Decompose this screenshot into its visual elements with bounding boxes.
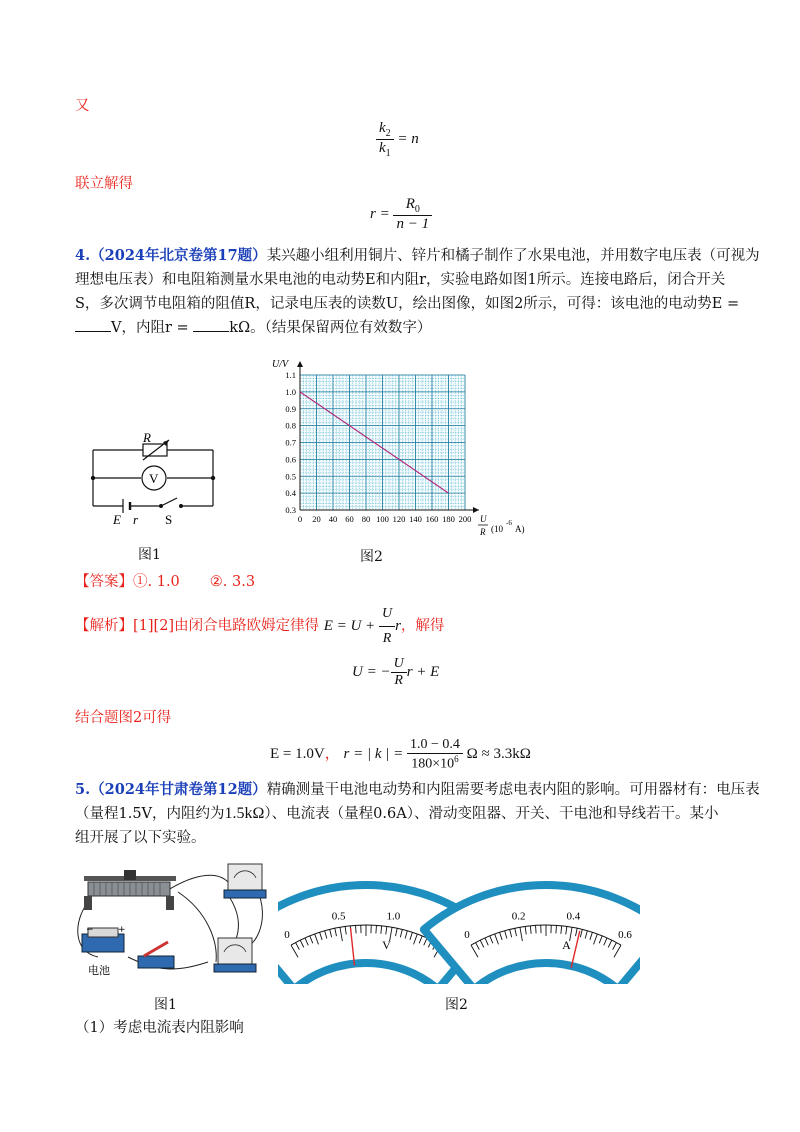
chart-ylabel: U/V — [272, 359, 289, 370]
y-axis-arrow — [297, 361, 303, 367]
internal-r-label: r — [133, 512, 139, 527]
battery-label: 电池 — [88, 964, 110, 977]
x-tick-label: 80 — [361, 514, 371, 524]
x-axis-arrow — [473, 507, 479, 513]
meter-tick — [376, 925, 377, 933]
voltmeter-label: V — [149, 471, 159, 486]
y-tick-label: 0.9 — [285, 403, 296, 414]
intro-you: 又 — [75, 98, 90, 114]
y-tick-label: 0.7 — [285, 437, 296, 448]
y-tick-label: 0.6 — [285, 454, 296, 465]
answer-blank-r — [193, 317, 229, 332]
equation-r: r = $\frac{R_0}{n - 1}$ — [370, 196, 432, 233]
meter-tick-label: 0.2 — [511, 910, 526, 923]
q5-fig1-caption: 图1 — [154, 997, 177, 1013]
answer-blank-e — [75, 317, 111, 332]
y-tick-label: 1.0 — [285, 386, 296, 397]
x-tick-label: 160 — [425, 514, 439, 524]
svg-text:+: + — [118, 925, 126, 935]
meter-top — [224, 864, 266, 898]
meter-tick-label: 0 — [284, 929, 290, 942]
x-tick-label: 120 — [392, 514, 406, 524]
chart-grid — [300, 375, 465, 510]
x-tick-label: 0 — [297, 514, 303, 524]
x-tick-label: 20 — [312, 514, 321, 524]
meter-face — [424, 885, 640, 984]
y-tick-label: 0.5 — [285, 471, 296, 482]
y-tick-label: 0.8 — [285, 420, 296, 431]
y-tick-label: 0.4 — [285, 488, 296, 499]
meter-unit: A — [562, 938, 571, 953]
svg-text:R: R — [480, 527, 486, 537]
ammeter-dial — [424, 885, 640, 984]
q5-fig2-caption: 图2 — [445, 997, 468, 1013]
y-tick-label: 1.1 — [285, 370, 296, 380]
x-tick-label: 100 — [376, 514, 389, 524]
meter-tick — [356, 925, 357, 933]
meter-tick-label: 0.5 — [331, 910, 346, 923]
u-vs-ur-chart — [270, 355, 540, 540]
svg-text:A): A) — [515, 524, 525, 534]
answer-line: 【答案】①. 1.0 ②. 3.3 — [75, 574, 256, 590]
switch — [138, 942, 174, 968]
battery-holder — [82, 925, 126, 952]
meter-tick-label: 0 — [464, 929, 470, 942]
meter-unit: V — [382, 938, 391, 953]
intro-lianli: 联立解得 — [75, 176, 133, 192]
q4-fig2-caption: 图2 — [360, 549, 383, 565]
y-tick-label: 0.3 — [285, 505, 296, 515]
rheostat — [84, 870, 176, 910]
meter-tick — [536, 925, 537, 933]
x-tick-label: 60 — [345, 514, 354, 524]
svg-text:(10: (10 — [491, 524, 503, 534]
analysis-line: 【解析】[1][2]由闭合电路欧姆定律得 E = U + $\frac{U}{R}$ r，解得 — [75, 602, 444, 651]
meter-dials — [278, 870, 640, 984]
circuit-diagram — [85, 428, 225, 528]
svg-text:-6: -6 — [506, 519, 512, 527]
combine-line: 结合题图2可得 — [75, 710, 172, 726]
meter-tick-label: 1.0 — [386, 910, 401, 923]
question-5: 5.（2024年甘肃卷第12题）精确测量干电池电动势和内阻需要考虑电表内阻的影响。可用器材有：电压表 （量程1.5V，内阻约为1.5kΩ）、电流表（量程0.6A）、滑动变阻器、开关、干电池和导线若干。某小 组开展了以下实验。 — [75, 781, 760, 846]
q5-part1: （1）考虑电流表内阻影响 — [75, 1020, 244, 1036]
x-tick-label: 180 — [442, 514, 455, 524]
x-tick-label: 40 — [328, 514, 338, 524]
equation-k-ratio: $\frac{k_2}{k_1}$ = n — [376, 120, 419, 159]
svg-text:U: U — [480, 514, 487, 524]
x-tick-label: 140 — [409, 514, 422, 524]
svg-text:−: − — [86, 925, 94, 935]
resistor-label: R — [143, 430, 151, 445]
apparatus-illustration — [68, 862, 274, 984]
equation-result: E = 1.0V， r = | k | = $\frac{1.0 - 0.4}{180\times 10^6}$ Ω ≈ 3.3kΩ — [270, 736, 531, 772]
meter-tick-label: 0.6 — [618, 929, 632, 942]
question-4: 4.（2024年北京卷第17题）某兴趣小组利用铜片、锌片和橘子制作了水果电池，并用数字电压表（可视为 理想电压表）和电阻箱测量水果电池的电动势E和内阻r，实验电路如图1所示。连接电路后，闭合开关 S，多次调节电阻箱的阻值R，记录电压表的读数U，绘出图像，如图2所示，可得：该电池的电动势E = V，内阻r = kΩ。（结果保留两位有效数字） — [75, 247, 760, 336]
meter-tick — [556, 925, 557, 933]
emf-label: E — [113, 512, 121, 527]
x-tick-label: 200 — [458, 514, 472, 524]
q4-fig1-caption: 图1 — [138, 547, 161, 563]
switch-label: S — [165, 512, 173, 527]
equation-u: U = − $\frac{U}{R}$ r + E — [352, 656, 440, 688]
chart-xlabel — [478, 514, 525, 537]
meter-tick-label: 0.4 — [566, 910, 581, 923]
meter-bottom — [214, 938, 256, 972]
